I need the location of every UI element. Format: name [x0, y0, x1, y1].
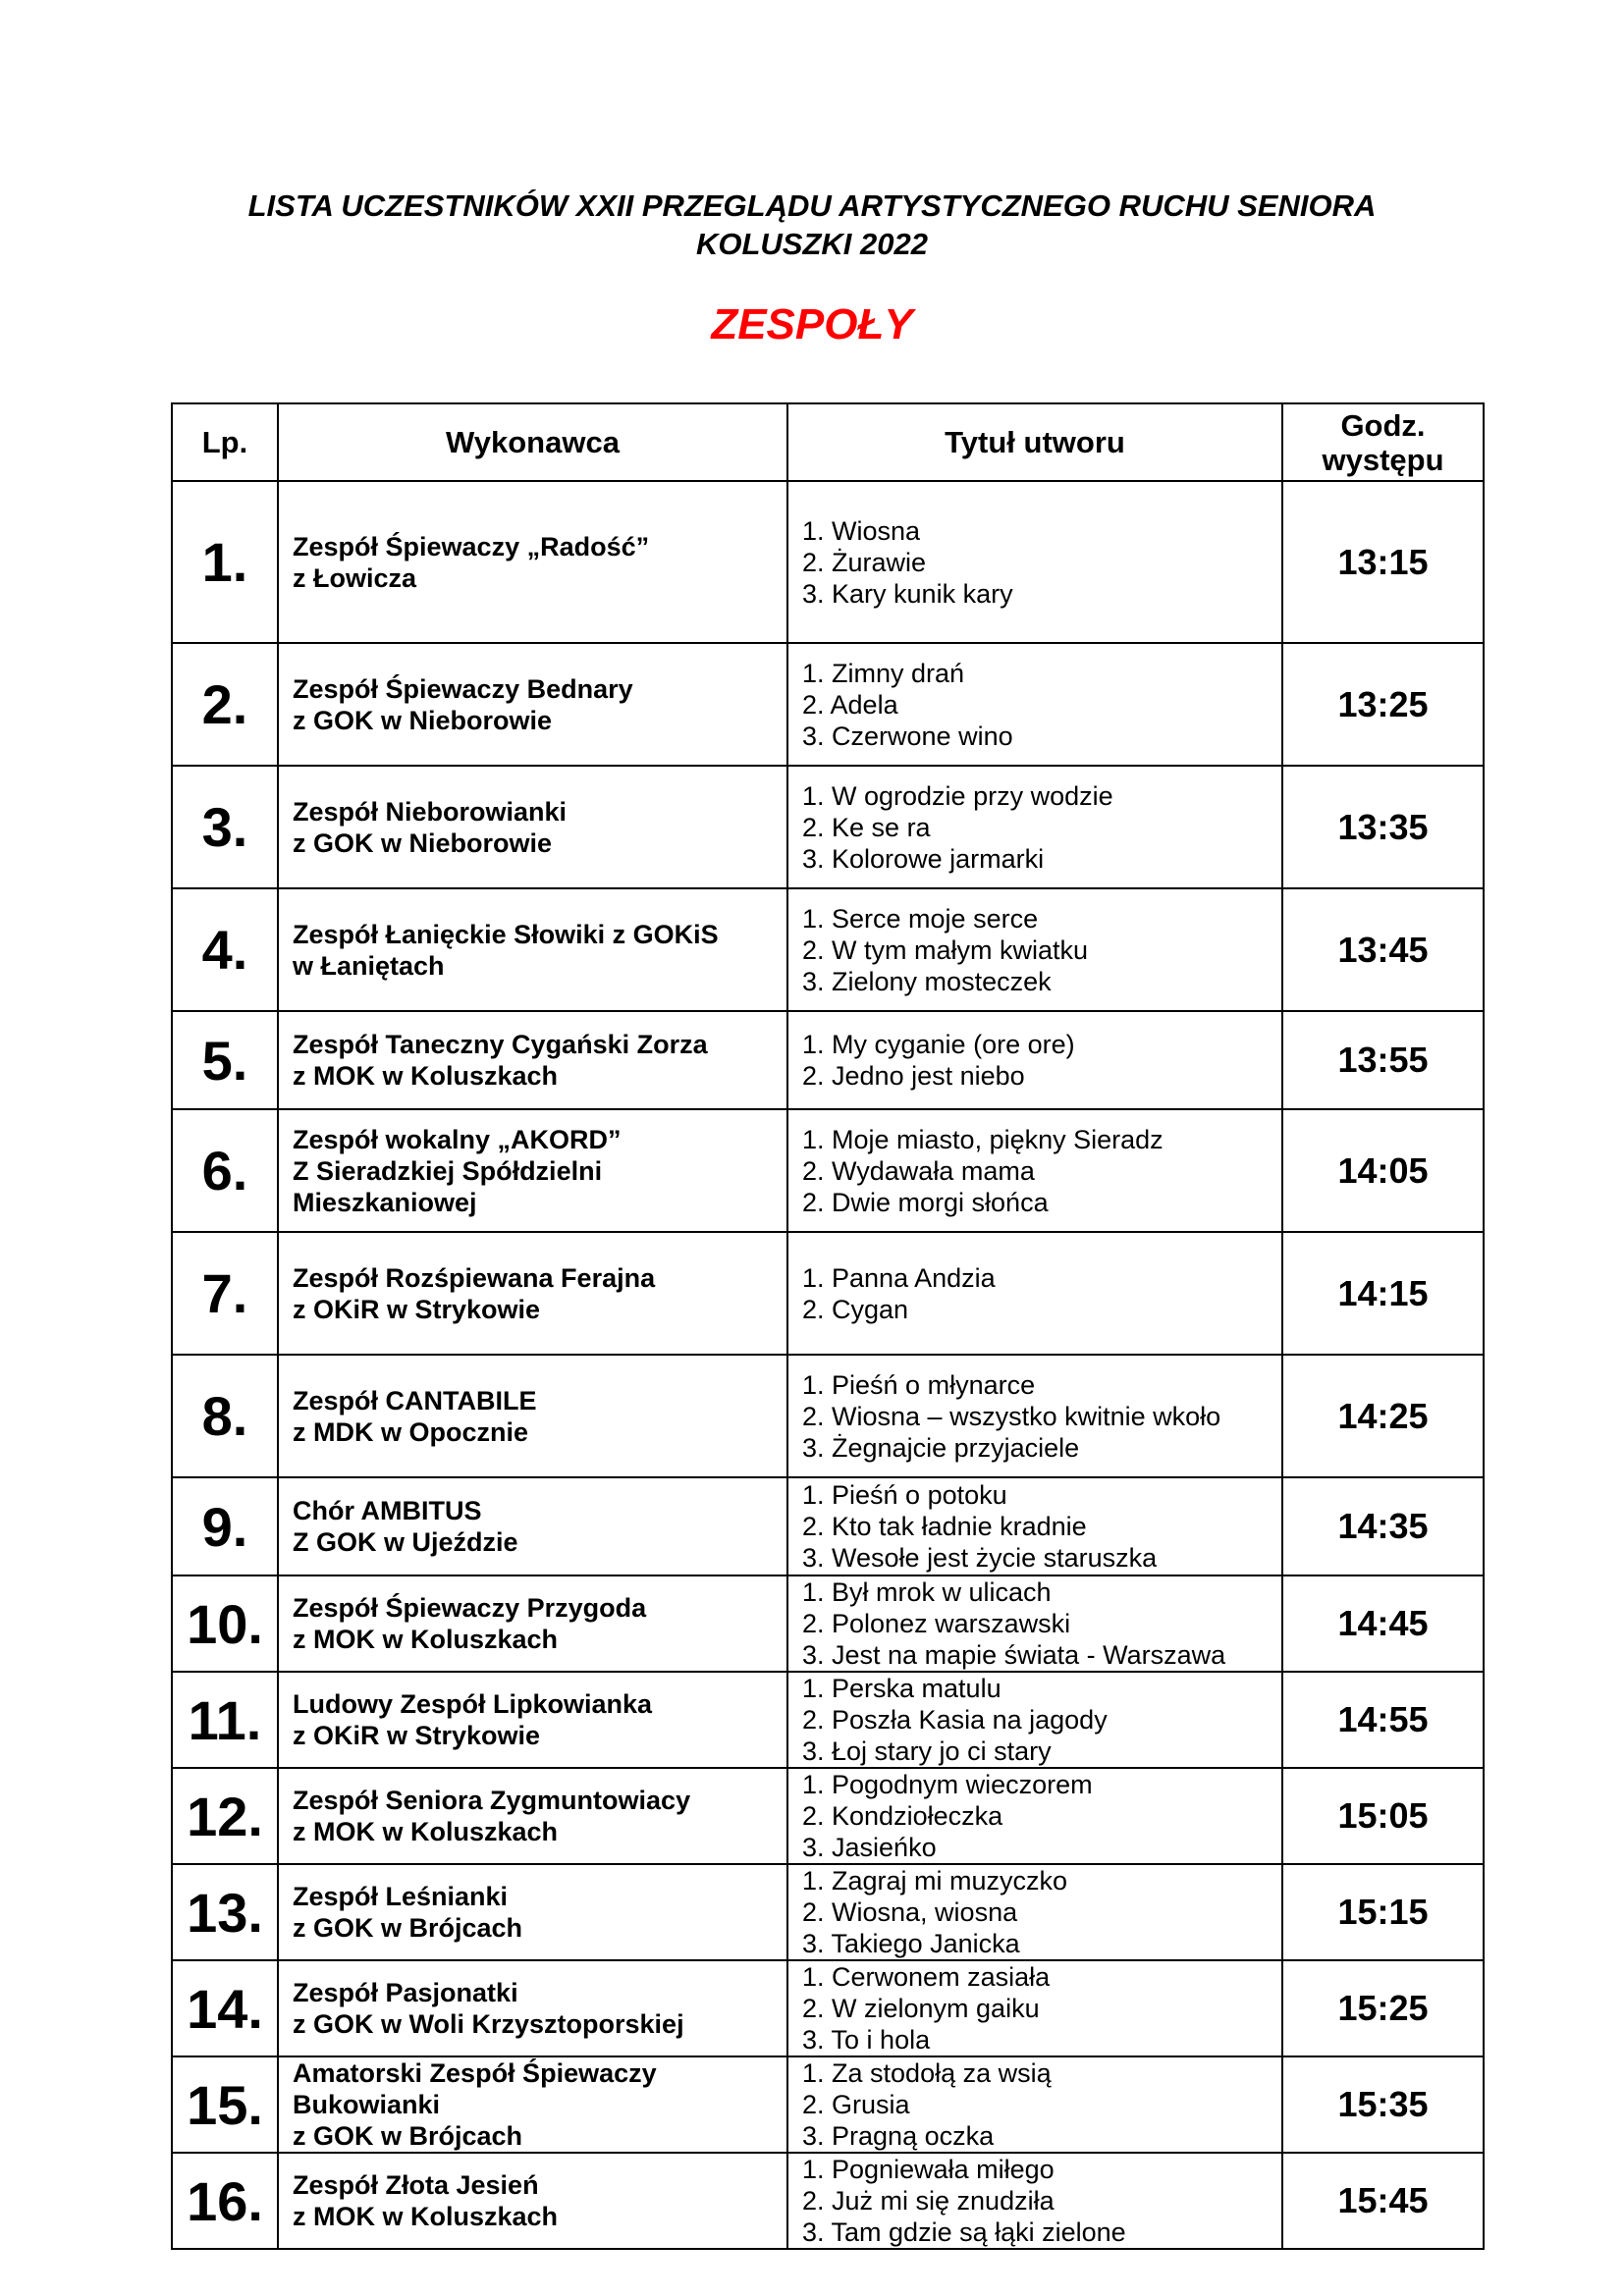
- table-row: [172, 1109, 1484, 1232]
- performer-line: Zespół Nieborowianki: [293, 796, 568, 827]
- performer-line: Zespół Leśnianki: [293, 1882, 509, 1911]
- performer-line: z MOK w Koluszkach: [293, 1061, 559, 1091]
- performer-line: Zespół Śpiewaczy „Radość”: [293, 531, 650, 561]
- performer-line: Zespół Taneczny Cygański Zorza: [293, 1030, 708, 1059]
- table-row: [172, 1232, 1484, 1355]
- row-number: 12.: [172, 1768, 278, 1864]
- performer-line: Bukowianki: [293, 2090, 441, 2119]
- performer-cell: [278, 766, 787, 888]
- song-title: 2. Grusia: [802, 2090, 910, 2119]
- performer-line: Zespół Seniora Zygmuntowiacy: [293, 1786, 691, 1815]
- table-row: [172, 2153, 1484, 2249]
- song-title: 3. Zielony mosteczek: [802, 966, 1052, 996]
- row-number: 1.: [172, 481, 278, 643]
- song-title: 2. Kondziołeczka: [802, 1801, 1003, 1831]
- performer-line: Z Sieradzkiej Spółdzielni: [293, 1155, 603, 1186]
- song-title: 3. Łoj stary jo ci stary: [802, 1736, 1052, 1766]
- songs-cell: [787, 1864, 1282, 1960]
- song-title: 1. Pieśń o młynarce: [802, 1369, 1036, 1400]
- performer-line: z OKiR w Strykowie: [293, 1721, 541, 1750]
- song-title: 1. Za stodołą za wsią: [802, 2058, 1052, 2088]
- songs-cell: [787, 1355, 1282, 1477]
- performance-time: 13:25: [1282, 643, 1484, 766]
- songs-cell: [787, 888, 1282, 1011]
- performer-line: Ludowy Zespół Lipkowianka: [293, 1689, 653, 1719]
- performance-time: 14:05: [1282, 1109, 1484, 1232]
- song-title: 1. Pieśń o potoku: [802, 1480, 1007, 1510]
- table-row: [172, 1011, 1484, 1109]
- performer-line: z GOK w Nieborowie: [293, 705, 553, 735]
- row-number: 10.: [172, 1575, 278, 1672]
- col-header-time-line1: Godz.: [1340, 407, 1426, 443]
- song-title: 2. Ke se ra: [802, 812, 931, 842]
- row-number: 6.: [172, 1109, 278, 1232]
- participants-table: [171, 402, 1485, 2250]
- song-title: 3. Wesołe jest życie staruszka: [802, 1543, 1158, 1573]
- songs-cell: [787, 2153, 1282, 2249]
- song-title: 3. Jest na mapie świata - Warszawa: [802, 1640, 1226, 1670]
- performer-line: Zespół Rozśpiewana Ferajna: [293, 1262, 656, 1293]
- row-number: 15.: [172, 2056, 278, 2153]
- performer-line: Z GOK w Ujeździe: [293, 1527, 518, 1557]
- performer-cell: [278, 1477, 787, 1575]
- performer-line: Zespół Śpiewaczy Przygoda: [293, 1593, 647, 1623]
- row-number: 5.: [172, 1011, 278, 1109]
- songs-cell: [787, 643, 1282, 766]
- song-title: 1. Wiosna: [802, 515, 921, 546]
- row-number: 2.: [172, 643, 278, 766]
- performer-line: Zespół wokalny „AKORD”: [293, 1124, 622, 1154]
- song-title: 2. W tym małym kwiatku: [802, 934, 1089, 965]
- col-header-time-line2: występu: [1322, 442, 1444, 477]
- song-title: 1. Był mrok w ulicach: [802, 1577, 1052, 1607]
- song-title: 3. Kolorowe jarmarki: [802, 843, 1045, 874]
- song-title: 3. Żegnajcie przyjaciele: [802, 1432, 1080, 1463]
- song-title: 3. Jasieńko: [802, 1833, 937, 1862]
- songs-cell: [787, 1768, 1282, 1864]
- table-row: [172, 766, 1484, 888]
- performer-cell: [278, 888, 787, 1011]
- row-number: 13.: [172, 1864, 278, 1960]
- table-row: [172, 2056, 1484, 2153]
- song-title: 3. Pragną oczka: [802, 2121, 995, 2151]
- song-title: 2. W zielonym gaiku: [802, 1994, 1040, 2023]
- songs-cell: [787, 1232, 1282, 1355]
- performer-cell: [278, 481, 787, 643]
- performer-cell: [278, 2056, 787, 2153]
- header-row: [172, 403, 1484, 481]
- performer-cell: [278, 1864, 787, 1960]
- song-title: 2. Adela: [802, 689, 898, 720]
- performer-line: Zespół Pasjonatki: [293, 1978, 518, 2007]
- table-row: [172, 1575, 1484, 1672]
- performer-line: Mieszkaniowej: [293, 1187, 477, 1217]
- performer-line: z MOK w Koluszkach: [293, 2202, 559, 2231]
- performance-time: 14:15: [1282, 1232, 1484, 1355]
- document-title: LISTA UCZESTNIKÓW XXII PRZEGLĄDU ARTYSTYCZNEGO RUCHU SENIORA: [247, 188, 1377, 223]
- performer-line: z MDK w Opocznie: [293, 1416, 529, 1447]
- performer-cell: [278, 1768, 787, 1864]
- performer-line: z Łowicza: [293, 562, 417, 593]
- song-title: 2. Wydawała mama: [802, 1155, 1035, 1186]
- songs-cell: [787, 481, 1282, 643]
- col-header-time: [1282, 403, 1484, 481]
- performer-line: Chór AMBITUS: [293, 1496, 482, 1525]
- song-title: 1. Panna Andzia: [802, 1262, 996, 1293]
- row-number: 8.: [172, 1355, 278, 1477]
- song-title: 2. Poszła Kasia na jagody: [802, 1705, 1108, 1735]
- performer-line: z OKiR w Strykowie: [293, 1294, 541, 1324]
- song-title: 2. Wiosna, wiosna: [802, 1897, 1018, 1927]
- table-row: [172, 1355, 1484, 1477]
- performer-line: z GOK w Brójcach: [293, 2121, 523, 2151]
- performer-cell: [278, 1011, 787, 1109]
- document-subtitle: KOLUSZKI 2022: [695, 227, 928, 261]
- songs-cell: [787, 1477, 1282, 1575]
- song-title: 1. Cerwonem zasiała: [802, 1962, 1051, 1992]
- song-title: 1. Perska matulu: [802, 1674, 1001, 1703]
- performer-cell: [278, 1575, 787, 1672]
- performer-line: z GOK w Nieborowie: [293, 828, 553, 858]
- performer-cell: [278, 1960, 787, 2056]
- performance-time: 14:55: [1282, 1672, 1484, 1768]
- performer-cell: [278, 1355, 787, 1477]
- performance-time: 13:35: [1282, 766, 1484, 888]
- songs-cell: [787, 1672, 1282, 1768]
- performance-time: 14:45: [1282, 1575, 1484, 1672]
- row-number: 3.: [172, 766, 278, 888]
- table-row: [172, 1960, 1484, 2056]
- performer-cell: [278, 643, 787, 766]
- table-row: [172, 1477, 1484, 1575]
- row-number: 4.: [172, 888, 278, 1011]
- performer-line: z MOK w Koluszkach: [293, 1817, 559, 1846]
- performer-line: z MOK w Koluszkach: [293, 1625, 559, 1654]
- performance-time: 13:15: [1282, 481, 1484, 643]
- performer-cell: [278, 2153, 787, 2249]
- row-number: 7.: [172, 1232, 278, 1355]
- performer-cell: [278, 1232, 787, 1355]
- song-title: 2. Żurawie: [802, 547, 927, 577]
- performer-cell: [278, 1672, 787, 1768]
- song-title: 1. Pogniewała miłego: [802, 2155, 1055, 2184]
- performer-line: w Łaniętach: [293, 950, 445, 981]
- songs-cell: [787, 1960, 1282, 2056]
- song-title: 2. Kto tak ładnie kradnie: [802, 1512, 1087, 1541]
- performer-line: z GOK w Brójcach: [293, 1913, 523, 1943]
- performance-time: 13:45: [1282, 888, 1484, 1011]
- song-title: 1. My cyganie (ore ore): [802, 1030, 1075, 1059]
- song-title: 1. Zagraj mi muzyczko: [802, 1866, 1068, 1896]
- performance-time: 15:25: [1282, 1960, 1484, 2056]
- performance-time: 15:35: [1282, 2056, 1484, 2153]
- table-row: [172, 481, 1484, 643]
- songs-cell: [787, 1011, 1282, 1109]
- song-title: 3. Czerwone wino: [802, 721, 1013, 751]
- row-number: 16.: [172, 2153, 278, 2249]
- row-number: 9.: [172, 1477, 278, 1575]
- song-title: 3. Kary kunik kary: [802, 578, 1013, 609]
- song-title: 2. Cygan: [802, 1294, 909, 1324]
- performance-time: 13:55: [1282, 1011, 1484, 1109]
- row-number: 14.: [172, 1960, 278, 2056]
- song-title: 3. Takiego Janicka: [802, 1929, 1020, 1958]
- col-header-performer: Wykonawca: [278, 403, 787, 481]
- songs-cell: [787, 2056, 1282, 2153]
- song-title: 2. Dwie morgi słońca: [802, 1187, 1049, 1217]
- song-title: 1. Pogodnym wieczorem: [802, 1770, 1093, 1799]
- performer-line: Zespół Łanięckie Słowiki z GOKiS: [293, 919, 719, 949]
- section-heading: ZESPOŁY: [711, 300, 913, 348]
- performance-time: 15:45: [1282, 2153, 1484, 2249]
- col-header-lp: Lp.: [172, 403, 278, 481]
- performance-time: 14:35: [1282, 1477, 1484, 1575]
- songs-cell: [787, 1109, 1282, 1232]
- performance-time: 15:15: [1282, 1864, 1484, 1960]
- performance-time: 14:25: [1282, 1355, 1484, 1477]
- table-row: [172, 1864, 1484, 1960]
- song-title: 1. W ogrodzie przy wodzie: [802, 780, 1113, 811]
- song-title: 2. Polonez warszawski: [802, 1609, 1071, 1638]
- performer-line: z GOK w Woli Krzysztoporskiej: [293, 2009, 684, 2039]
- song-title: 1. Moje miasto, piękny Sieradz: [802, 1124, 1164, 1154]
- song-title: 2. Już mi się znudziła: [802, 2186, 1055, 2216]
- song-title: 2. Wiosna – wszystko kwitnie wkoło: [802, 1401, 1221, 1431]
- performer-cell: [278, 1109, 787, 1232]
- songs-cell: [787, 766, 1282, 888]
- song-title: 3. To i hola: [802, 2025, 931, 2055]
- performer-line: Amatorski Zespół Śpiewaczy: [293, 2058, 657, 2088]
- song-title: 1. Zimny drań: [802, 658, 965, 688]
- song-title: 3. Tam gdzie są łąki zielone: [802, 2217, 1126, 2247]
- table-row: [172, 1672, 1484, 1768]
- performer-line: Zespół Śpiewaczy Bednary: [293, 673, 633, 704]
- table-row: [172, 1768, 1484, 1864]
- performance-time: 15:05: [1282, 1768, 1484, 1864]
- table-row: [172, 643, 1484, 766]
- song-title: 1. Serce moje serce: [802, 903, 1039, 934]
- song-title: 2. Jedno jest niebo: [802, 1061, 1025, 1091]
- performer-line: Zespół Złota Jesień: [293, 2170, 539, 2200]
- songs-cell: [787, 1575, 1282, 1672]
- row-number: 11.: [172, 1672, 278, 1768]
- performer-line: Zespół CANTABILE: [293, 1385, 537, 1415]
- table-row: [172, 888, 1484, 1011]
- col-header-songs: Tytuł utworu: [787, 403, 1282, 481]
